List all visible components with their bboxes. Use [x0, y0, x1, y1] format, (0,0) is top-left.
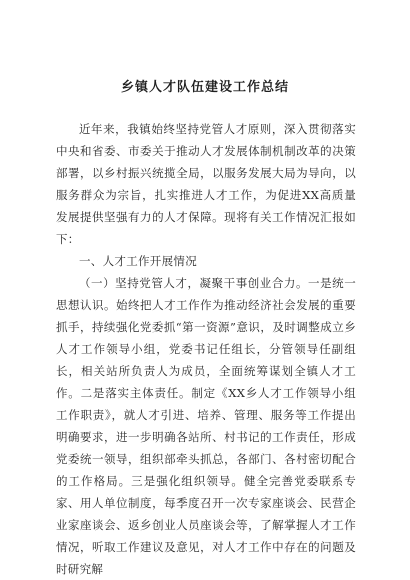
document-body [56, 118, 356, 580]
intro-paragraph: 近年来，我镇始终坚持党管人才原则，深入贯彻落实中央和省委、市委关于推动人才发展体制机制改革的决策部署，以乡村振兴统揽全局，以服务发展大局为导向，以服务群众为宗旨，扎实推进人才工作，为促进XX高质量发展提供坚强有力的人才保障。现将有关工作情况汇报如下： [56, 122, 356, 246]
subsection-paragraph: （一）坚持党管人才，凝聚干事创业合力。一是统一思想认识。始终把人才工作作为推动经济社会发展的重要抓手，持续强化党委抓“第一资源”意识，及时调整成立乡人才工作领导小组，党委书记任组长，分管领导任副组长，相关站所负责人为成员，全面统筹谋划全镇人才工作。二是落实主体责任。制定《XX乡人才工作领导小组工作职责》，就人才引进、培养、管理、服务等工作提出明确要求，进一步明确各站所、村书记的工作责任，形成党委统一领导，组织部牵头抓总，各部门、各村密切配合的工作格局。三是强化组织领导。健全完善党委联系专家、用人单位制度，每季度召开一次专家座谈会、民营企业家座谈会、返乡创业人员座谈会等，了解掌握人才工作情况，听取工作建议及意见，对人才工作中存在的问题及时研究解 [56, 276, 356, 576]
document-title: 乡镇人才队伍建设工作总结 [120, 80, 289, 95]
section-heading: 一、人才工作开展情况 [79, 254, 197, 268]
